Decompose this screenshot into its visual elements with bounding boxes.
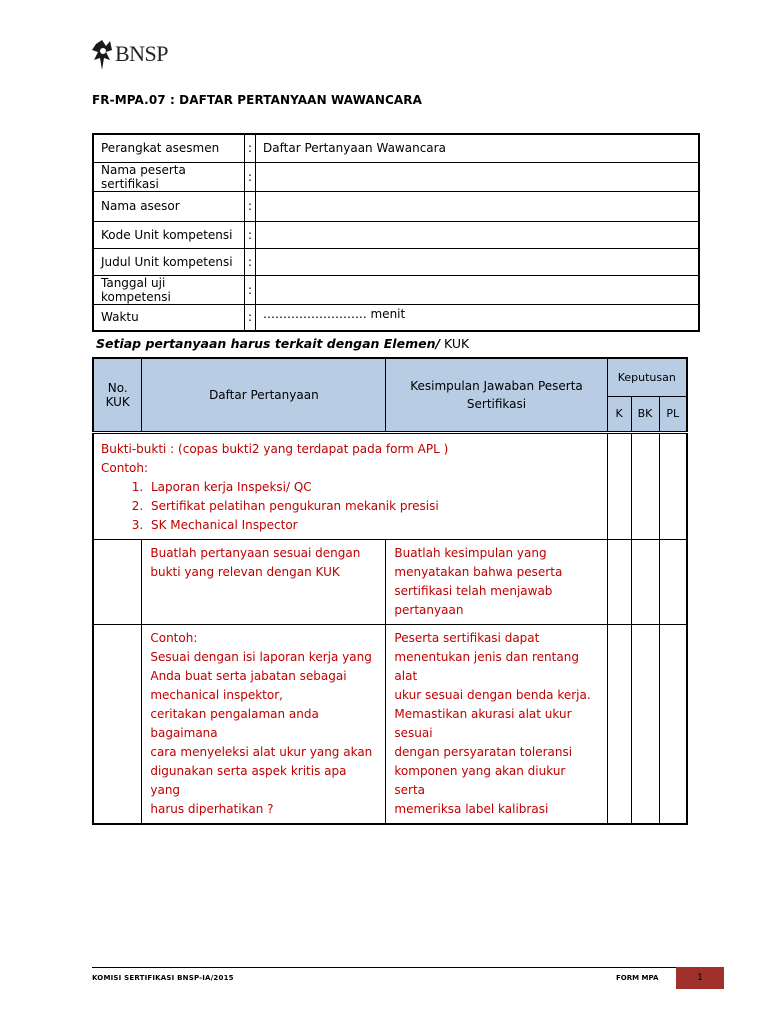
header-pl: PL [659, 396, 687, 432]
cell-no-kuk[interactable] [93, 539, 142, 624]
cell-k[interactable] [607, 624, 631, 824]
conclusion-cell[interactable] [386, 539, 607, 624]
example-question-line: Contoh: [150, 630, 198, 645]
info-colon: : [245, 304, 256, 331]
cell-pl[interactable] [659, 539, 687, 624]
bukti-cell [93, 432, 607, 539]
info-row [93, 162, 699, 191]
cell-k[interactable] [607, 432, 631, 539]
conclusion-text: Buatlah kesimpulan yang menyatakan bahwa peserta sertifikasi telah menjawab pertanyaan [394, 545, 563, 617]
info-value [256, 248, 699, 275]
info-label: Tanggal uji kompetensi [93, 275, 245, 304]
example-conclusion-line: komponen yang akan diukur serta [394, 763, 566, 797]
note-suffix: KUK [440, 336, 470, 351]
example-question-line: Sesuai dengan isi laporan kerja yang [150, 649, 372, 664]
header-kesimpulan-line1: Kesimpulan Jawaban Peserta [410, 378, 583, 393]
example-question-line: harus diperhatikan ? [150, 801, 274, 816]
info-row [93, 134, 699, 162]
example-conclusion-line: Memastikan akurasi alat ukur sesuai [394, 706, 572, 740]
header-no-kuk [93, 358, 142, 432]
example-conclusion-line: dengan persyaratan toleransi [394, 744, 573, 759]
info-value: Daftar Pertanyaan Wawancara [256, 134, 699, 162]
header-bk: BK [631, 396, 659, 432]
example-question-line: Anda buat serta jabatan sebagai [150, 668, 347, 683]
info-value [256, 162, 699, 191]
example-conclusion-line: Peserta sertifikasi dapat [394, 630, 540, 645]
info-row [93, 275, 699, 304]
info-table [92, 133, 700, 332]
example-question [143, 626, 384, 822]
info-colon: : [245, 221, 256, 248]
header-k: K [607, 396, 631, 432]
info-colon: : [245, 248, 256, 275]
note-text: Setiap pertanyaan harus terkait dengan Elemen/ [96, 336, 441, 351]
conclusion-cell[interactable] [386, 624, 607, 824]
info-row [93, 304, 699, 331]
info-row [93, 248, 699, 275]
info-label: Waktu [93, 304, 245, 331]
example-conclusion-line: memeriksa label kalibrasi [394, 801, 549, 816]
question-cell[interactable] [142, 624, 386, 824]
info-label: Nama peserta sertifikasi [93, 162, 245, 191]
table-header-row [93, 358, 687, 396]
example-conclusion-line: menentukan jenis dan rentang alat [394, 649, 579, 683]
question-cell[interactable] [142, 539, 386, 624]
bukti-contoh: Contoh: [101, 460, 149, 475]
header-kesimpulan-line2: Sertifikasi [466, 396, 527, 411]
example-question-line: cara menyeleksi alat ukur yang akan [150, 744, 373, 759]
document-title: FR-MPA.07 : DAFTAR PERTANYAAN WAWANCARA [92, 93, 422, 107]
info-colon: : [245, 191, 256, 221]
example-question-line: digunakan serta aspek kritis apa yang [150, 763, 347, 797]
cell-k[interactable] [607, 539, 631, 624]
info-value [256, 191, 699, 221]
info-label: Perangkat asesmen [93, 134, 245, 162]
list-item: 2. Sertifikat pelatihan pengukuran mekanik presisi [147, 497, 600, 516]
logo-text: BNSP [115, 41, 169, 66]
question-text: Buatlah pertanyaan sesuai dengan bukti yang relevan dengan KUK [150, 545, 361, 579]
info-label: Judul Unit kompetensi [93, 248, 245, 275]
bukti-list [101, 478, 600, 535]
info-colon: : [245, 162, 256, 191]
header-no-kuk-line2: KUK [105, 394, 130, 409]
header-no-kuk-line1: No. [107, 380, 128, 395]
info-colon: : [245, 275, 256, 304]
questions-table [92, 357, 688, 825]
header-kesimpulan [386, 358, 607, 432]
example-conclusion [387, 626, 605, 822]
example-question-line: ceritakan pengalaman anda bagaimana [150, 706, 319, 740]
cell-no-kuk[interactable] [93, 624, 142, 824]
cell-bk[interactable] [631, 624, 659, 824]
cell-pl[interactable] [659, 432, 687, 539]
table-row [93, 539, 687, 624]
instruction-note [96, 336, 469, 351]
info-colon: : [245, 134, 256, 162]
header-keputusan: Keputusan [607, 358, 687, 396]
bukti-row [93, 432, 687, 539]
info-value: …………………….. menit [256, 304, 699, 331]
cell-bk[interactable] [631, 539, 659, 624]
cell-bk[interactable] [631, 432, 659, 539]
info-label: Kode Unit kompetensi [93, 221, 245, 248]
info-row [93, 221, 699, 248]
example-question-line: mechanical inspektor, [150, 687, 283, 702]
header-daftar-pertanyaan: Daftar Pertanyaan [142, 358, 386, 432]
bukti-heading: Bukti-bukti : (copas bukti2 yang terdapat pada form APL ) [101, 441, 449, 456]
list-item: 3. SK Mechanical Inspector [147, 516, 600, 535]
info-value [256, 221, 699, 248]
info-row [93, 191, 699, 221]
example-conclusion-line: ukur sesuai dengan benda kerja. [394, 687, 591, 702]
list-item: 1. Laporan kerja Inspeksi/ QC [147, 478, 600, 497]
cell-pl[interactable] [659, 624, 687, 824]
table-row [93, 624, 687, 824]
info-label: Nama asesor [93, 191, 245, 221]
info-value [256, 275, 699, 304]
footer-form-name: FORM MPA [616, 974, 659, 982]
footer-divider [92, 967, 676, 968]
footer-organization: KOMISI SERTIFIKASI BNSP-IA/2015 [92, 974, 234, 982]
footer-page-number: 1 [676, 967, 724, 989]
